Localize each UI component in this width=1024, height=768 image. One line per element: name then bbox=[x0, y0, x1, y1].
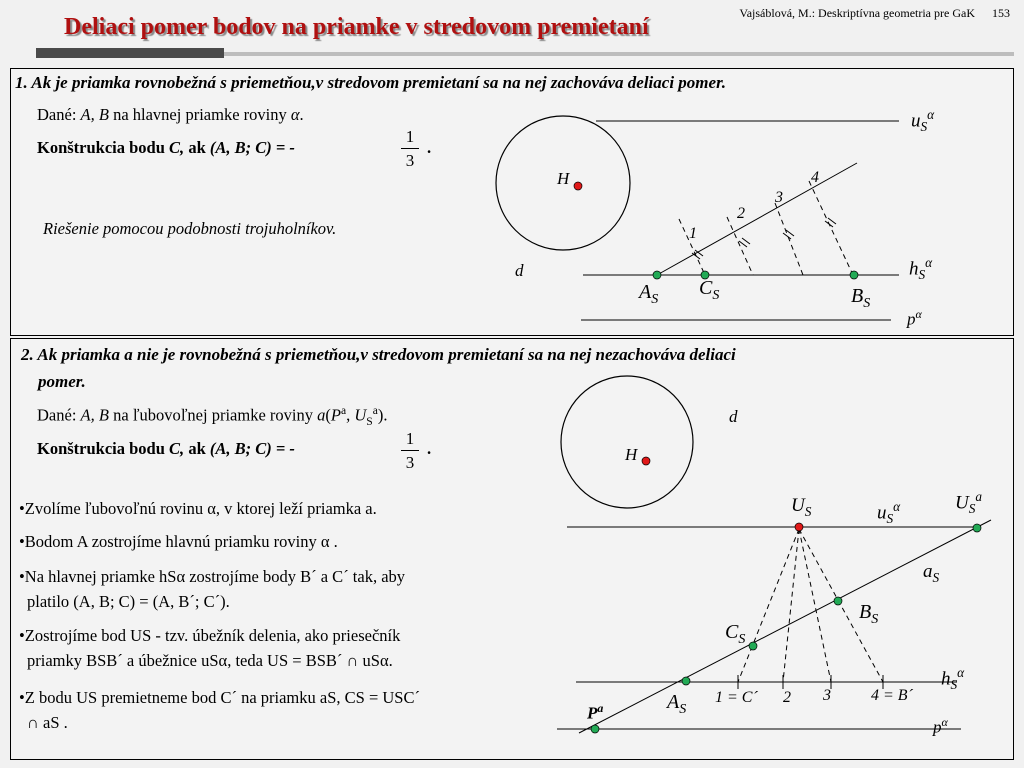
fraction-dot: . bbox=[427, 138, 432, 157]
label-2: 2 bbox=[737, 205, 745, 222]
label-4: 4 bbox=[811, 169, 819, 186]
bullet-3-line2: platilo (A, B; C) = (A, B´; C´). bbox=[27, 592, 230, 611]
parallel-dashed-lines bbox=[679, 181, 853, 275]
panel2-heading-line2: pomer. bbox=[38, 372, 86, 391]
label-3: 3 bbox=[775, 189, 783, 206]
slide-title: Deliaci pomer bodov na priamke v stredovom premietaní bbox=[64, 14, 649, 40]
main-point-h bbox=[574, 182, 582, 190]
label-as: $A_S$ bbox=[639, 281, 659, 307]
fraction-denominator: 3 bbox=[405, 151, 415, 170]
given-points: A, B bbox=[80, 405, 109, 425]
label-u-alpha: $u_S^\alpha$ bbox=[911, 107, 935, 135]
given-text: na hlavnej priamke roviny bbox=[113, 105, 287, 124]
construction-label: Konštrukcia bodu bbox=[37, 138, 165, 157]
fraction-dot: . bbox=[427, 439, 432, 458]
panel1-given: Dané: A, B na hlavnej priamke roviny α. bbox=[37, 105, 304, 124]
bullet-3-line1: •Na hlavnej priamke hSα zostrojíme body B´ a C´ tak, aby bbox=[19, 567, 406, 586]
bullet-5-line1: •Z bodu US premietneme bod C´ na priamku aS, CS = USC´ bbox=[19, 688, 420, 707]
label-2: 2 bbox=[783, 689, 791, 706]
bullet-2: •Bodom A zostrojíme hlavnú priamku roviny α . bbox=[19, 532, 338, 551]
given-alpha: α bbox=[290, 105, 300, 124]
page-number: 153 bbox=[992, 6, 1010, 20]
point-bs bbox=[834, 597, 842, 605]
label-p-alpha: $p^\alpha$ bbox=[907, 307, 922, 329]
point-as bbox=[682, 677, 690, 685]
main-point-h bbox=[642, 457, 650, 465]
distance-circle bbox=[561, 376, 693, 508]
given-plane: a bbox=[317, 405, 326, 425]
given-label: Dané: bbox=[37, 405, 77, 425]
construction-ratio: (A, B; C) = - bbox=[209, 138, 295, 157]
label-d: d bbox=[515, 261, 524, 280]
point-cs bbox=[749, 642, 757, 650]
panel2-given: Dané: A, B na ľubovoľnej priamke roviny $a(P^a$, $U_S^a$). bbox=[37, 405, 388, 428]
label-u-alpha: $u_S^\alpha$ bbox=[877, 499, 901, 527]
fraction-denominator: 3 bbox=[405, 453, 415, 472]
label-1-c: 1 = C´ bbox=[715, 689, 758, 706]
construction-label: Konštrukcia bodu bbox=[37, 439, 165, 458]
construction-ak: ak bbox=[188, 138, 206, 157]
panel-general-line bbox=[10, 338, 1014, 760]
point-bs bbox=[850, 271, 858, 279]
header-author: Vajsáblová, M.: Deskriptívna geometria pre GaK bbox=[739, 6, 975, 20]
equal-segment-ticks bbox=[692, 218, 836, 259]
label-h-point: H bbox=[625, 445, 638, 464]
label-3: 3 bbox=[823, 687, 831, 704]
panel1-solution-note: Riešenie pomocou podobnosti trojuholníkov. bbox=[43, 219, 337, 238]
panel-parallel-line bbox=[10, 68, 1014, 336]
bullet-4-line1: •Zostrojíme bod US - tzv. úbežník delenia, ako priesečník bbox=[19, 626, 401, 645]
label-p-alpha: $p^\alpha$ bbox=[933, 715, 948, 737]
bullet-1: •Zvolíme ľubovoľnú rovinu α, v ktorej leží priamka a. bbox=[19, 499, 377, 518]
construction-var: C, bbox=[169, 439, 185, 458]
label-d: d bbox=[729, 407, 738, 426]
label-us-a: $U_S^a$ bbox=[955, 489, 983, 517]
vanishing-point-us bbox=[795, 523, 803, 531]
label-as: $A_S$ bbox=[667, 691, 687, 717]
label-bs: $B_S$ bbox=[851, 285, 871, 311]
point-pa bbox=[591, 725, 599, 733]
bullet-4-line2: priamky BSB´ a úbežnice uSα, teda US = BSB´ ∩ uSα. bbox=[27, 651, 393, 670]
fraction-numerator: 1 bbox=[405, 127, 415, 146]
given-points: A, B bbox=[80, 105, 109, 124]
label-us: $U_S$ bbox=[791, 495, 812, 519]
construction-ak: ak bbox=[188, 439, 206, 458]
title-underline-dark bbox=[36, 48, 224, 58]
header-credit bbox=[739, 6, 1010, 21]
construction-ratio: (A, B; C) = - bbox=[209, 439, 295, 458]
point-us-a bbox=[973, 524, 981, 532]
fraction-numerator: 1 bbox=[405, 429, 415, 448]
bullet-5-line2: ∩ aS . bbox=[27, 713, 68, 732]
given-text: na ľubovoľnej priamke roviny bbox=[113, 405, 313, 425]
label-cs: $C_S$ bbox=[699, 277, 720, 303]
panel2-figure bbox=[11, 339, 1015, 761]
label-h-alpha: $h_S^\alpha$ bbox=[941, 665, 965, 693]
point-as bbox=[653, 271, 661, 279]
auxiliary-ray bbox=[657, 163, 857, 275]
panel2-heading-line1: 2. Ak priamka a nie je rovnobežná s priemetňou,v stredovom premietaní sa na nej nezachováva deliaci bbox=[21, 345, 736, 364]
label-cs: $C_S$ bbox=[725, 621, 746, 647]
label-h-point: H bbox=[557, 169, 570, 188]
title-underline-light bbox=[224, 52, 1014, 56]
panel1-heading: 1. Ak je priamka rovnobežná s priemetňou,v stredovom premietaní sa na nej zachováva deliaci pomer. bbox=[15, 73, 726, 92]
construction-var: C, bbox=[169, 138, 185, 157]
label-bs: $B_S$ bbox=[859, 601, 879, 627]
label-4-b: 4 = B´ bbox=[871, 687, 913, 704]
label-as-line: $a_S$ bbox=[923, 561, 940, 585]
label-pa: $P^a$ bbox=[587, 701, 604, 723]
label-h-alpha: $h_S^\alpha$ bbox=[909, 255, 933, 283]
label-1: 1 bbox=[689, 225, 697, 242]
given-label: Dané: bbox=[37, 105, 77, 124]
